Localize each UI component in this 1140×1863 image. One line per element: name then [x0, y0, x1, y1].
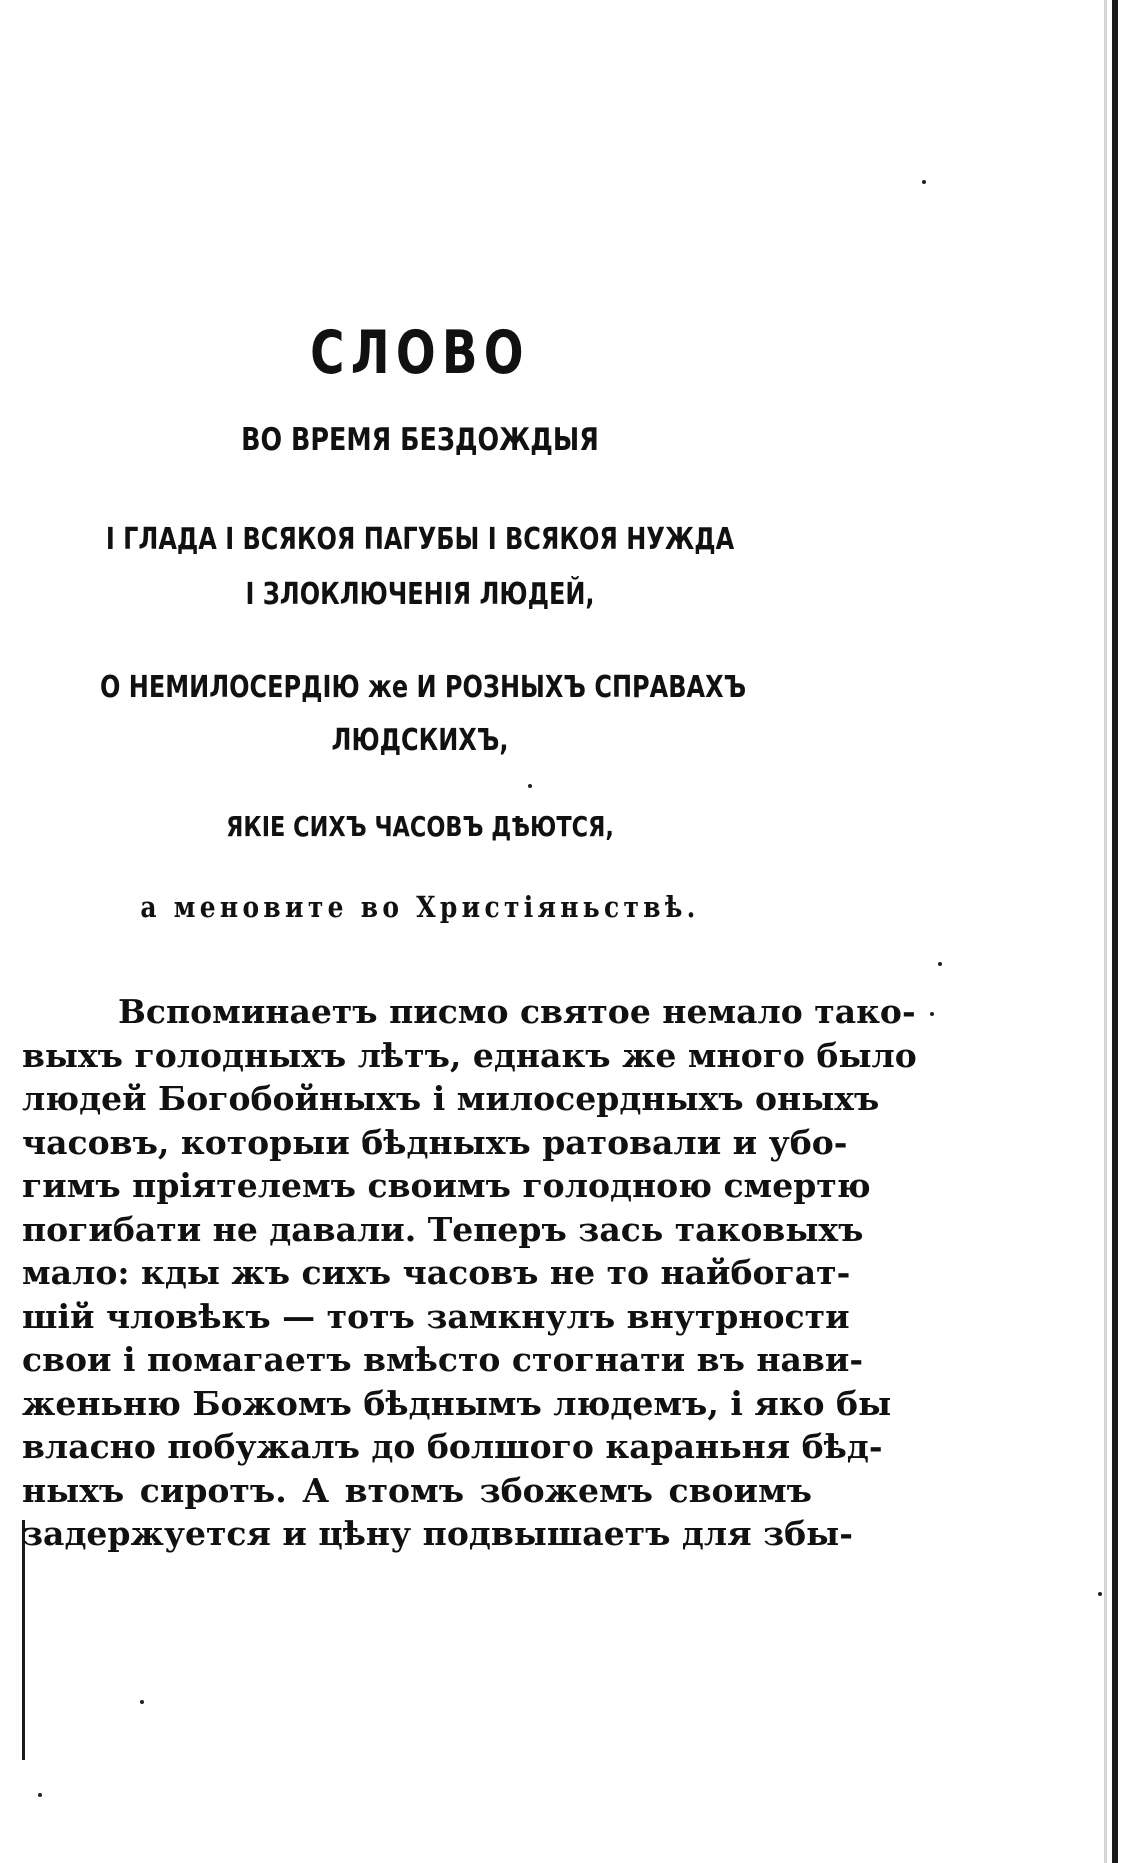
page-edge-border [1112, 0, 1118, 1863]
body-line: власно побужалъ до болшого караньня бѣд- [22, 1427, 883, 1466]
body-line: задержуется и цѣну подвышаетъ для збы- [22, 1514, 853, 1553]
heading-line: ЛЮДСКИХЪ, [331, 723, 509, 758]
scan-speck [922, 180, 926, 184]
scan-speck [140, 1700, 144, 1704]
body-paragraph [22, 990, 917, 1556]
scan-speck [1098, 1592, 1102, 1596]
body-line: гимъ пріятелемъ своимъ голодною смертю [22, 1166, 871, 1205]
scan-speck [528, 784, 532, 788]
left-margin-rule [22, 1520, 25, 1760]
heading-line: ЯКІЕ СИХЪ ЧАСОВЪ ДѢЮТСЯ, [226, 810, 614, 843]
sermon-title: СЛОВО [310, 318, 530, 388]
scan-speck [930, 1012, 934, 1016]
heading-line: І ГЛАДА І ВСЯКОЯ ПАГУБЫ І ВСЯКОЯ НУЖДА [105, 522, 735, 557]
body-line: часовъ, которыи бѣдныхъ ратовали и убо- [22, 1122, 848, 1162]
body-line: свои і помагаетъ вмѣсто стогнати въ нави- [22, 1340, 864, 1379]
body-line: ныхъ сиротъ. А втомъ збожемъ своимъ [22, 1470, 812, 1510]
scan-speck [938, 962, 942, 966]
body-line: Вспоминаетъ писмо святое немало тако- [118, 992, 916, 1031]
body-line: выхъ голодныхъ лѣтъ, еднакъ же много было [22, 1035, 917, 1075]
body-line: шій чловѣкъ — тотъ замкнулъ внутрности [22, 1296, 850, 1336]
sermon-subtitle: ВО ВРЕМЯ БЕЗДОЖДЫЯ [241, 422, 599, 458]
page-edge-shadow [1104, 0, 1107, 1863]
heading-line: О НЕМИЛОСЕРДІЮ же И РОЗНЫХЪ СПРАВАХЪ [100, 670, 747, 705]
body-line: погибати не давали. Теперъ зась таковыхъ [22, 1209, 864, 1249]
body-line: людей Богобойныхъ і милосердныхъ оныхъ [22, 1079, 880, 1118]
body-line: женьню Божомъ бѣднымъ людемъ, і яко бы [22, 1383, 892, 1423]
heading-line-spaced: а меновите во Христіяньствѣ. [140, 890, 700, 924]
scan-speck [38, 1793, 42, 1797]
heading-line: І ЗЛОКЛЮЧЕНІЯ ЛЮДЕЙ, [245, 577, 595, 612]
body-line: мало: кды жъ сихъ часовъ не то найбогат- [22, 1253, 851, 1292]
